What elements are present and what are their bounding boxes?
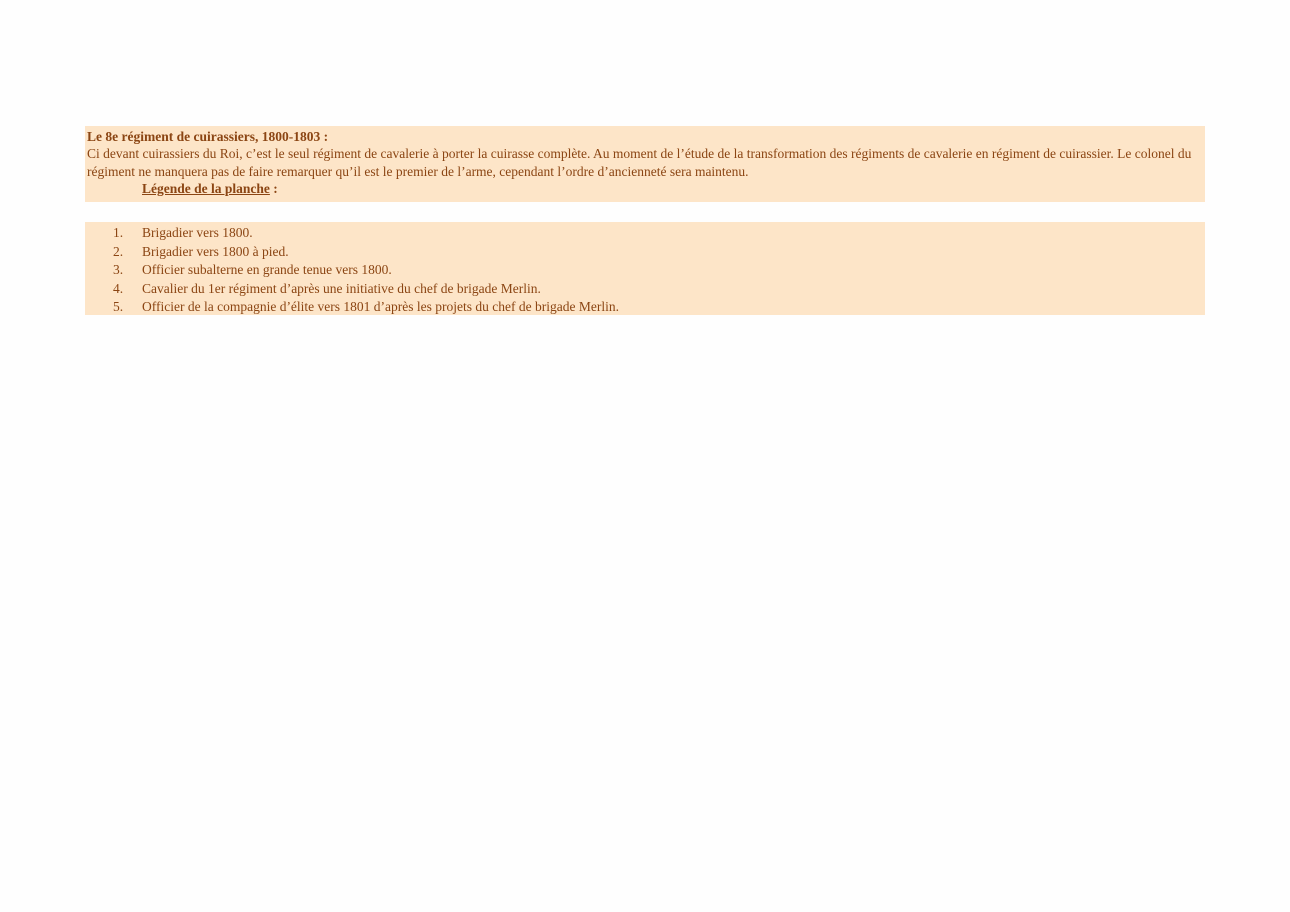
legend-heading-suffix: : bbox=[269, 181, 278, 196]
list-item-number: 2. bbox=[113, 243, 124, 259]
legend-heading bbox=[87, 181, 1203, 197]
list-item-number: 4. bbox=[113, 280, 124, 296]
section-title: Le 8e régiment de cuirassiers, 1800-1803 : bbox=[87, 129, 329, 144]
list-item-number: 5. bbox=[113, 299, 124, 314]
list-item bbox=[85, 280, 1205, 299]
list-item-text: Officier de la compagnie d’élite vers 1801 d’après les projets du chef de brigade Merlin. bbox=[142, 299, 619, 314]
list-item-text: Cavalier du 1er régiment d’après une initiative du chef de brigade Merlin. bbox=[142, 280, 541, 296]
intro-paragraph: Ci devant cuirassiers du Roi, c’est le seul régiment de cavalerie à porter la cuirasse complète. Au moment de l’étude de la transformation des régiments de cavalerie en régiment de cuirassier. Le colonel du régiment ne manquera pas de faire remarquer qu’il est le premier de l’arme, cependant l’ordre d’ancienneté sera maintenu. bbox=[87, 146, 1192, 179]
list-item-text: Officier subalterne en grande tenue vers 1800. bbox=[142, 262, 392, 277]
legend-list bbox=[85, 224, 1205, 317]
intro-section bbox=[85, 126, 1205, 202]
list-item bbox=[85, 298, 1205, 317]
legend-heading-label: Légende de la planche bbox=[142, 181, 270, 196]
list-item bbox=[85, 243, 1205, 262]
list-item-text: Brigadier vers 1800 à pied. bbox=[142, 243, 289, 259]
list-item bbox=[85, 261, 1205, 280]
list-item-number: 3. bbox=[113, 262, 124, 277]
list-item-text: Brigadier vers 1800. bbox=[142, 225, 253, 240]
list-item-number: 1. bbox=[113, 225, 124, 240]
list-item bbox=[85, 224, 1205, 243]
legend-list-section bbox=[85, 222, 1205, 315]
